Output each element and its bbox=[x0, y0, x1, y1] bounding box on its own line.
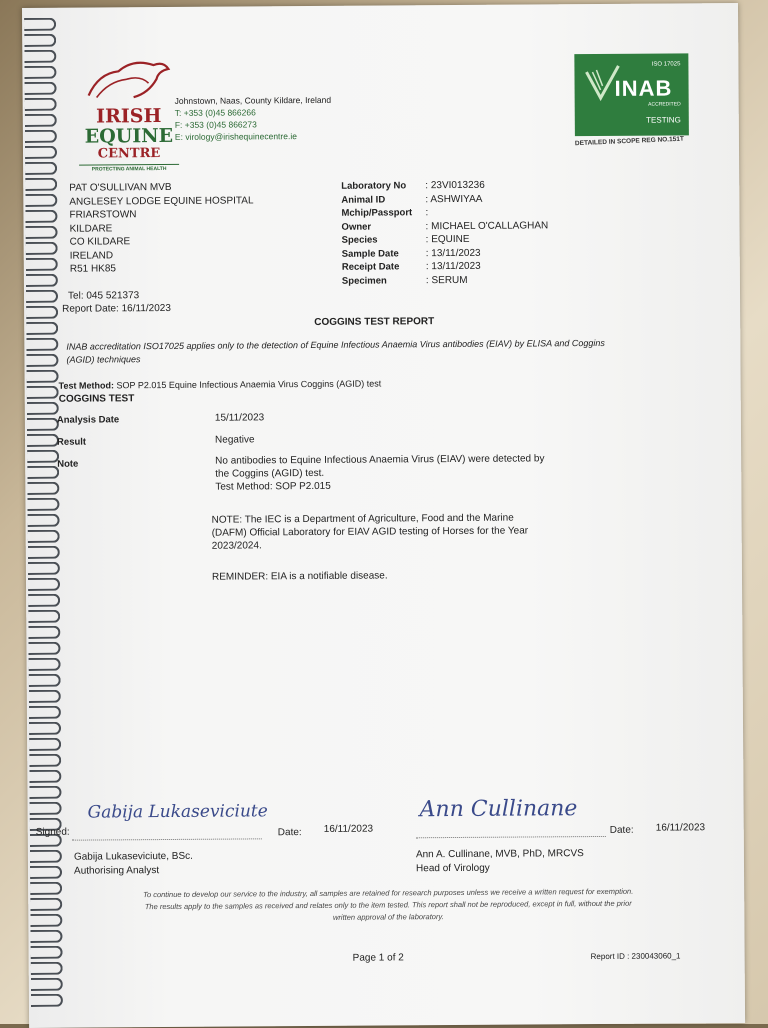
spiral-coil bbox=[29, 786, 61, 799]
spiral-coil bbox=[31, 962, 63, 975]
sample-field-value: : ASHWIYAA bbox=[425, 193, 483, 205]
spiral-coil bbox=[26, 258, 58, 271]
signature-line-right bbox=[416, 836, 606, 838]
spiral-coil bbox=[27, 434, 59, 447]
sample-field-value: : bbox=[425, 207, 429, 219]
spiral-coil bbox=[25, 82, 57, 95]
signer-name-right: Ann A. Cullinane, MVB, PhD, MRCVS bbox=[415, 848, 584, 861]
sample-field-value: : EQUINE bbox=[425, 233, 470, 246]
sample-field-label: Sample Date bbox=[341, 247, 399, 260]
spiral-coil bbox=[28, 626, 60, 639]
spiral-coil bbox=[30, 914, 62, 927]
spiral-coil bbox=[24, 34, 56, 47]
sample-field-label: Animal ID bbox=[341, 193, 386, 206]
spiral-coil bbox=[28, 594, 60, 607]
spiral-coil bbox=[31, 994, 63, 1007]
spiral-coil bbox=[29, 658, 61, 671]
date-value-right: 16/11/2023 bbox=[655, 822, 706, 834]
spiral-coil bbox=[30, 898, 62, 911]
sample-field-value: : SERUM bbox=[425, 274, 468, 286]
note-line: Test Method: SOP P2.015 bbox=[215, 480, 331, 493]
spiral-coil bbox=[26, 242, 58, 255]
signer-role-right: Head of Virology bbox=[415, 862, 490, 875]
recipient-line: ANGLESEY LODGE EQUINE HOSPITAL bbox=[69, 194, 254, 208]
test-method-line bbox=[59, 379, 382, 391]
spiral-coil bbox=[26, 354, 58, 367]
spiral-coil bbox=[27, 498, 59, 511]
date-value-left: 16/11/2023 bbox=[323, 823, 374, 835]
signer-name-left: Gabija Lukaseviciute, BSc. bbox=[73, 850, 193, 863]
spiral-binding bbox=[22, 18, 63, 1028]
spiral-coil bbox=[29, 738, 61, 751]
lab-address: Johnstown, Naas, County Kildare, Ireland bbox=[174, 94, 332, 106]
spiral-coil bbox=[25, 210, 57, 223]
inab-badge bbox=[574, 53, 689, 136]
sample-field-value: : MICHAEL O'CALLAGHAN bbox=[425, 219, 549, 232]
analysis-date-label: Analysis Date bbox=[56, 414, 120, 426]
sample-field-value: : 13/11/2023 bbox=[425, 260, 481, 273]
spiral-coil bbox=[28, 514, 60, 527]
dafm-note bbox=[212, 511, 612, 553]
spiral-coil bbox=[30, 930, 62, 943]
sample-field-label: Specimen bbox=[341, 274, 387, 287]
report-title: COGGINS TEST REPORT bbox=[314, 316, 435, 328]
page-number: Page 1 of 2 bbox=[352, 952, 404, 964]
spiral-coil bbox=[27, 370, 59, 383]
signer-role-left: Authorising Analyst bbox=[73, 865, 160, 877]
inab-testing: TESTING bbox=[646, 115, 681, 125]
spiral-coil bbox=[26, 226, 58, 239]
inab-iso: ISO 17025 bbox=[651, 61, 681, 68]
spiral-coil bbox=[31, 978, 63, 991]
recipient-line: FRIARSTOWN bbox=[69, 209, 137, 221]
spiral-coil bbox=[26, 338, 58, 351]
spiral-coil bbox=[27, 466, 59, 479]
horse-logo-icon bbox=[78, 53, 178, 104]
spiral-coil bbox=[27, 450, 59, 463]
spiral-coil bbox=[28, 578, 60, 591]
spiral-coil bbox=[26, 274, 58, 287]
result-value: Negative bbox=[214, 434, 255, 446]
lab-fax: F: +353 (0)45 866273 bbox=[174, 119, 257, 130]
footer-disclaimer bbox=[68, 885, 708, 925]
spiral-coil bbox=[25, 194, 57, 207]
logo-word-1: IRISH bbox=[96, 105, 162, 128]
spiral-coil bbox=[24, 50, 56, 63]
spiral-coil bbox=[28, 546, 60, 559]
spiral-coil bbox=[28, 610, 60, 623]
recipient-line: R51 HK85 bbox=[69, 263, 117, 275]
logo-tagline: PROTECTING ANIMAL HEALTH bbox=[79, 164, 179, 173]
spiral-coil bbox=[30, 850, 62, 863]
recipient-tel: Tel: 045 521373 bbox=[67, 290, 140, 302]
spiral-coil bbox=[26, 322, 58, 335]
recipient-line: CO KILDARE bbox=[69, 236, 131, 248]
spiral-coil bbox=[29, 674, 61, 687]
footer-line: written approval of the laboratory. bbox=[332, 912, 444, 922]
spiral-coil bbox=[30, 802, 62, 815]
note-text bbox=[215, 452, 615, 494]
spiral-coil bbox=[25, 178, 57, 191]
inab-brand: INAB bbox=[614, 75, 673, 101]
spiral-coil bbox=[28, 562, 60, 575]
recipient-line: KILDARE bbox=[69, 222, 113, 235]
sample-field-label: Owner bbox=[341, 221, 372, 233]
spiral-coil bbox=[29, 770, 61, 783]
note-line: No antibodies to Equine Infectious Anaemia Virus (EIAV) were detected by bbox=[215, 453, 545, 467]
sample-field-value: : 13/11/2023 bbox=[425, 247, 481, 259]
lab-phone: T: +353 (0)45 866266 bbox=[174, 107, 256, 118]
spiral-coil bbox=[29, 722, 61, 735]
spiral-coil bbox=[27, 418, 59, 431]
spiral-coil bbox=[25, 130, 57, 143]
signature-line-left bbox=[72, 838, 262, 840]
sample-details bbox=[341, 178, 642, 288]
iec-logo bbox=[78, 53, 179, 173]
spiral-coil bbox=[27, 402, 59, 415]
analysis-date-value: 15/11/2023 bbox=[214, 412, 265, 424]
spiral-coil bbox=[29, 754, 61, 767]
test-method-value: SOP P2.015 Equine Infectious Anaemia Virus Coggins (AGID) test bbox=[116, 378, 382, 391]
sample-field-label: Laboratory No bbox=[341, 180, 407, 192]
result-label: Result bbox=[56, 436, 87, 448]
reminder: REMINDER: EIA is a notifiable disease. bbox=[211, 570, 388, 583]
spiral-coil bbox=[30, 866, 62, 879]
section-heading: COGGINS TEST bbox=[58, 393, 135, 405]
logo-word-3: CENTRE bbox=[97, 146, 161, 162]
spiral-coil bbox=[24, 66, 56, 79]
sample-field-label: Receipt Date bbox=[341, 261, 400, 273]
logo-word-2: EQUINE bbox=[84, 124, 174, 148]
test-method-label: Test Method: bbox=[58, 380, 114, 391]
spiral-coil bbox=[29, 706, 61, 719]
note-label: Note bbox=[57, 458, 79, 470]
inab-scope: DETAILED IN SCOPE REG NO.151T bbox=[574, 135, 685, 148]
report-id: Report ID : 230043060_1 bbox=[590, 951, 681, 962]
dafm-line: 2023/2024. bbox=[211, 540, 262, 552]
inab-accredited: ACCREDITED bbox=[648, 101, 681, 108]
spiral-coil bbox=[28, 642, 60, 655]
spiral-coil bbox=[26, 290, 58, 303]
sample-field-label: Species bbox=[341, 234, 378, 246]
signature-left: Gabija Lukaseviciute bbox=[87, 801, 268, 823]
recipient-line: IRELAND bbox=[69, 249, 114, 262]
report-date: Report Date: 16/11/2023 bbox=[62, 302, 171, 315]
recipient-block bbox=[69, 180, 254, 276]
spiral-coil bbox=[29, 690, 61, 703]
lab-address-block bbox=[175, 94, 332, 143]
spiral-coil bbox=[25, 114, 57, 127]
spiral-coil bbox=[27, 386, 59, 399]
date-label-right: Date: bbox=[609, 824, 634, 836]
dafm-line: NOTE: The IEC is a Department of Agriculture, Food and the Marine bbox=[211, 512, 514, 526]
sample-field-value: : 23VI013236 bbox=[425, 179, 485, 192]
spiral-coil bbox=[25, 162, 57, 175]
dafm-line: (DAFM) Official Laboratory for EIAV AGID testing of Horses for the Year bbox=[211, 525, 529, 539]
date-label-left: Date: bbox=[277, 827, 302, 839]
spiral-coil bbox=[28, 530, 60, 543]
spiral-coil bbox=[30, 882, 62, 895]
inab-accreditation-note: INAB accreditation ISO17025 applies only to the detection of Equine Infectious Anaemia Virus antibodies (EIAV) by ELISA and Coggins (AGID) techniques bbox=[66, 337, 605, 365]
signed-label: Signed: bbox=[35, 826, 70, 838]
spiral-coil bbox=[25, 98, 57, 111]
spiral-coil bbox=[24, 18, 56, 31]
spiral-coil bbox=[25, 146, 57, 159]
signature-right: Ann Cullinane bbox=[419, 796, 578, 823]
lab-email: E: virology@irishequinecentre.ie bbox=[174, 131, 297, 142]
sample-field-row bbox=[342, 272, 642, 288]
spiral-coil bbox=[31, 946, 63, 959]
footer-line: To continue to develop our service to the industry, all samples are retained for research purposes unless we receive a written request for exemption. bbox=[143, 886, 634, 900]
note-line: the Coggins (AGID) test. bbox=[215, 467, 325, 480]
spiral-coil bbox=[27, 482, 59, 495]
footer-line: The results apply to the samples as received and relates only to the item tested. This report shall not be reproduced, except in full, without the prior bbox=[144, 898, 632, 912]
recipient-line: PAT O'SULLIVAN MVB bbox=[69, 181, 172, 194]
spiral-coil bbox=[26, 306, 58, 319]
sample-field-label: Mchip/Passport bbox=[341, 207, 413, 219]
document-page bbox=[22, 3, 745, 1028]
